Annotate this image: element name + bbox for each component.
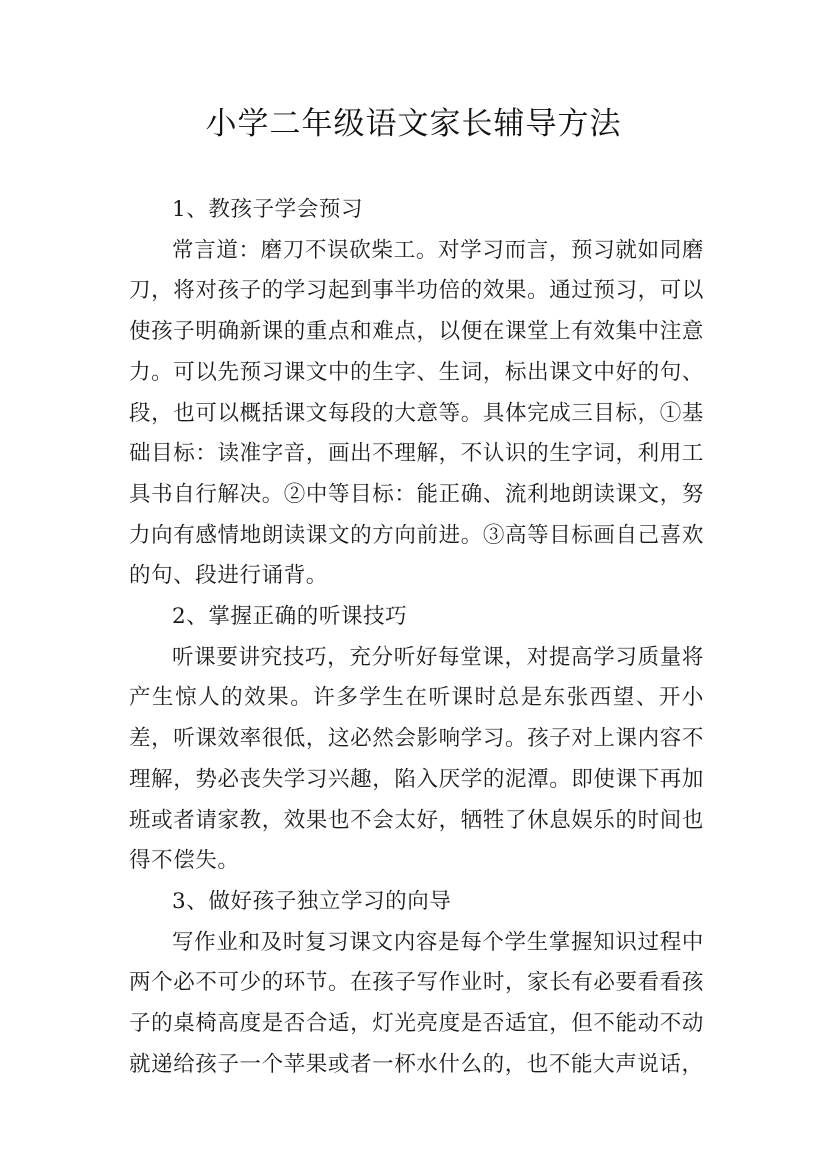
- section-heading-2: 2、掌握正确的听课技巧: [172, 604, 408, 630]
- section-paragraph-3: 写作业和及时复习课文内容是每个学生掌握知识过程中两个必不可少的环节。在孩子写作业时，家长有必要看看孩子的桌椅高度是否合适，灯光亮度是否适宜，但不能动不动就递给孩子一个苹果或者一杯水什么的，也不能大声说话，: [129, 929, 704, 1077]
- section-heading-1: 1、教孩子学会预习: [172, 197, 364, 222]
- document-title: 小学二年级语文家长辅导方法: [205, 106, 622, 142]
- document-body: [129, 190, 704, 1085]
- section-paragraph-1: 常言道：磨刀不误砍柴工。对学习而言，预习就如同磨刀，将对孩子的学习起到事半功倍的效果。通过预习，可以使孩子明确新课的重点和难点，以便在课堂上有效集中注意力。可以先预习课文中的生字、生词，标出课文中好的句、段，也可以概括课文每段的大意等。具体完成三目标，①基础目标：读准字音，画出不理解，不认识的生字词，利用工具书自行解决。②中等目标：能正确、流利地朗读课文，努力向有感情地朗读课文的方向前进。③高等目标画自己喜欢的句、段进行诵背。: [129, 237, 704, 589]
- section-paragraph-2: 听课要讲究技巧，充分听好每堂课，对提高学习质量将产生惊人的效果。许多学生在听课时总是东张西望、开小差，听课效率很低，这必然会影响学习。孩子对上课内容不理解，势必丧失学习兴趣，陷入厌学的泥潭。即使课下再加班或者请家教，效果也不会太好，牺牲了休息娱乐的时间也得不偿失。: [129, 644, 704, 874]
- section-heading-3: 3、做好孩子独立学习的向导: [172, 888, 452, 914]
